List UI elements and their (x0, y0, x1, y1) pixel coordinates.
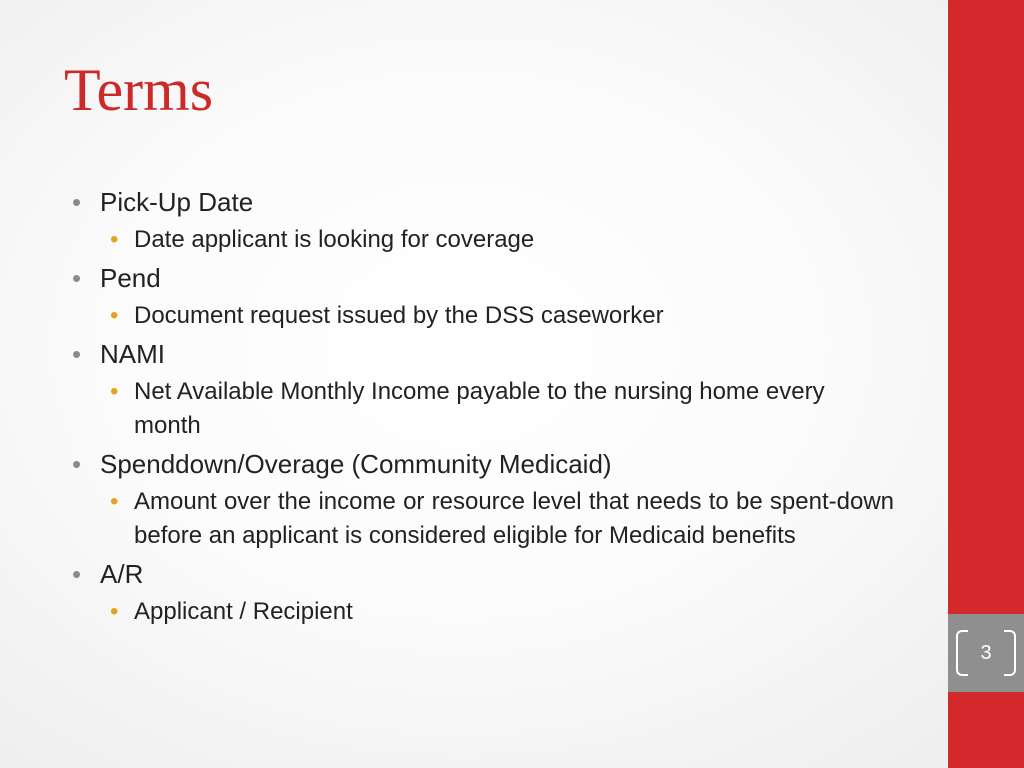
term-label: NAMI (100, 339, 165, 369)
bullet-icon: • (72, 559, 82, 589)
list-item (110, 375, 894, 443)
list-item (110, 299, 894, 333)
bullet-icon: • (110, 378, 119, 405)
slide-title: Terms (64, 57, 214, 123)
slide-number-box (948, 614, 1024, 692)
bullet-icon: • (110, 226, 119, 253)
list-item (110, 595, 894, 629)
list-item (72, 557, 894, 591)
list-item (72, 261, 894, 295)
term-definition: Document request issued by the DSS caseworker (134, 302, 664, 329)
slide-number-frame (956, 630, 1016, 674)
bullet-icon: • (110, 488, 119, 515)
term-label: A/R (100, 559, 144, 589)
term-definition: Date applicant is looking for coverage (134, 226, 535, 253)
list-item (110, 485, 894, 553)
term-list (72, 185, 894, 629)
list-item (72, 185, 894, 219)
term-label: Spenddown/Overage (Community Medicaid) (100, 449, 612, 479)
slide-number: 3 (980, 642, 992, 664)
bullet-icon: • (72, 263, 82, 293)
list-item (72, 337, 894, 371)
bullet-icon: • (72, 339, 82, 369)
bullet-icon: • (110, 302, 119, 329)
term-definition: Applicant / Recipient (134, 598, 353, 625)
term-label: Pend (100, 263, 161, 293)
bullet-icon: • (72, 187, 82, 217)
term-definition: Amount over the income or resource level that needs to be spent-down before an applicant is considered eligible for Medicaid benefits (134, 488, 894, 549)
list-item (72, 447, 894, 481)
term-definition: Net Available Monthly Income payable to the nursing home every month (134, 378, 825, 439)
list-item (110, 223, 894, 257)
bullet-icon: • (72, 449, 82, 479)
term-label: Pick-Up Date (100, 187, 254, 217)
bullet-icon: • (110, 598, 119, 625)
